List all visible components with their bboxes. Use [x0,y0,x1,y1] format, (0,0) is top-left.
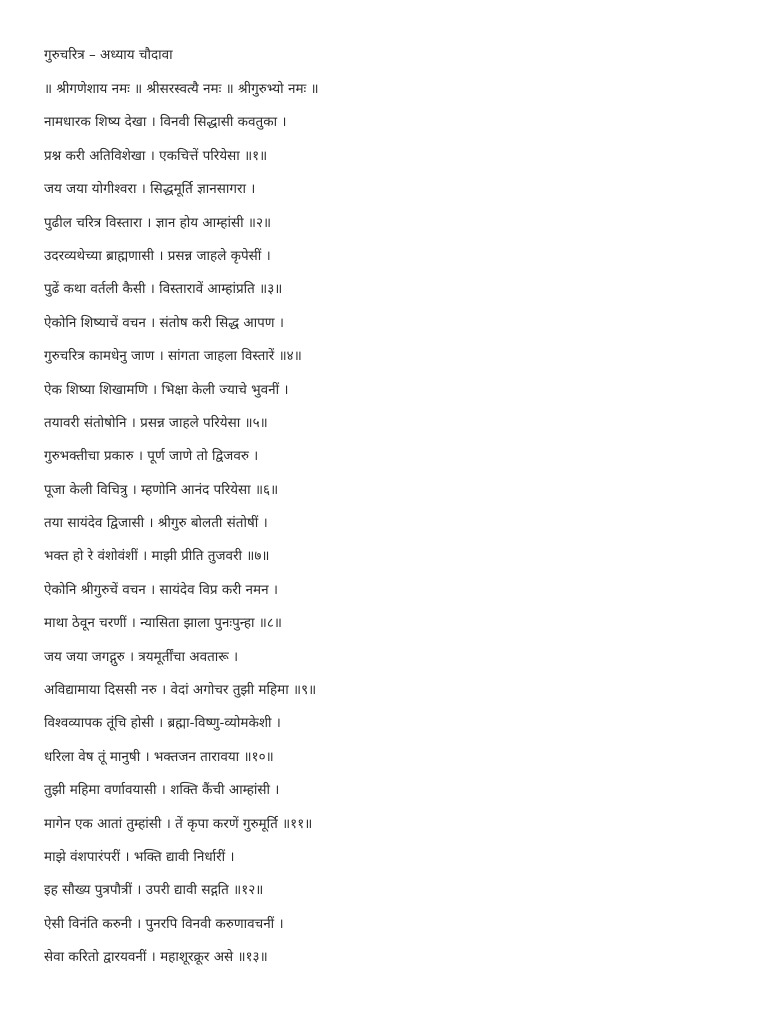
text-line: माझे वंशपारंपरीं । भक्ति द्यावी निर्धारीं । [44,848,235,865]
text-line: विश्वव्यापक तूंचि होसी । ब्रह्मा-विष्णु-व्योमकेशी । [44,715,281,732]
text-line: भक्त हो रे वंशोवंशीं । माझी प्रीति तुजवरी ॥७॥ [44,548,270,565]
text-line: अविद्यामाया दिससी नरु । वेदां अगोचर तुझी महिमा ॥९॥ [44,682,317,699]
text-line: ऐसी विनंति करुनी । पुनरपि विनवी करुणावचनीं । [44,915,284,932]
text-block [44,42,744,978]
text-line: ऐकोनि श्रीगुरुचें वचन । सायंदेव विप्र करी नमन । [44,581,279,598]
text-line: नामधारक शिष्य देखा । विनवी सिद्धासी कवतुका । [44,114,287,131]
document-title: गुरुचरित्र – अध्याय चौदावा [44,47,173,63]
text-line: पुढील चरित्र विस्तारा । ज्ञान होय आम्हांसी ॥२॥ [44,214,272,231]
text-line: पुढें कथा वर्तली कैसी । विस्तारावें आम्हांप्रति ॥३॥ [44,281,283,298]
text-line: तुझी महिमा वर्णावयासी । शक्ति कैंची आम्हांसी । [44,782,280,799]
text-line: जय जया जगद्गुरु । त्रयमूर्तींचा अवतारू । [44,648,239,665]
text-line: पूजा केली विचित्रु । म्हणोनि आनंद परियेसा ॥६॥ [44,481,279,498]
text-line: तयावरी संतोषोनि । प्रसन्न जाहले परियेसा ॥५॥ [44,414,268,431]
text-line: मागेन एक आतां तुम्हांसी । तें कृपा करणें गुरुमूर्ति ॥११॥ [44,815,313,832]
text-line: ऐक शिष्या शिखामणि । भिक्षा केली ज्याचे भुवनीं । [44,381,289,398]
text-line: माथा ठेवून चरणीं । न्यासिता झाला पुनःपुन्हा ॥८॥ [44,615,282,632]
text-line: इह सौख्य पुत्रपौत्रीं । उपरी द्यावी सद्गति ॥१२॥ [44,882,264,899]
text-line: तया सायंदेव द्विजासी । श्रीगुरु बोलती संतोषीं । [44,515,268,532]
text-line: जय जया योगीश्वरा । सिद्धमूर्ति ज्ञानसागरा । [44,181,256,198]
text-line: ऐकोनि शिष्याचें वचन । संतोष करी सिद्ध आपण । [44,314,284,331]
text-line: प्रश्न करी अतिविशेखा । एकचित्तें परियेसा ॥१॥ [44,147,268,164]
text-line: धरिला वेष तूं मानुषी । भक्तजन तारावया ॥१०॥ [44,748,274,765]
text-line: सेवा करितो द्वारयवनीं । महाशूरक्रूर असे ॥१३॥ [44,949,268,966]
text-line: गुरुचरित्र कामधेनु जाण । सांगता जाहला विस्तारें ॥४॥ [44,348,302,365]
text-line: ॥ श्रीगणेशाय नमः ॥ श्रीसरस्वत्यै नमः ॥ श्रीगुरुभ्यो नमः ॥ [44,81,319,97]
text-line: गुरुभक्तीचा प्रकारु । पूर्ण जाणे तो द्विजवरु । [44,448,259,465]
text-line: उदरव्यथेच्या ब्राह्मणासी । प्रसन्न जाहले कृपेसीं । [44,247,271,264]
